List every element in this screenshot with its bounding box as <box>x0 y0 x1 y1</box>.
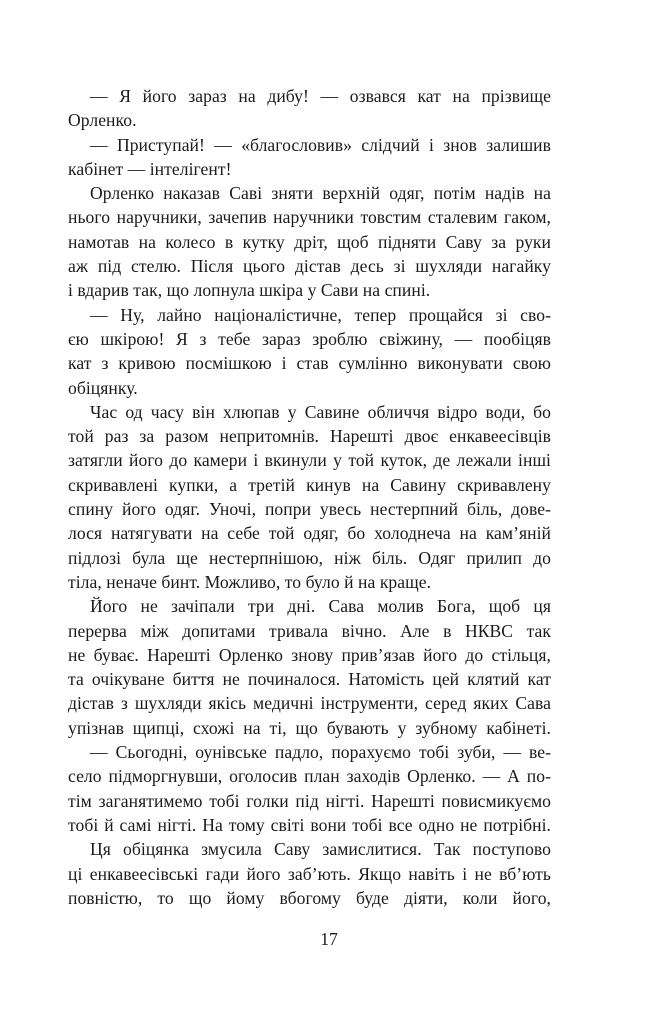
text-line: упізнав щипці, схожі на ті, що бувають у зубному кабінеті. <box>68 717 551 738</box>
text-line: спину його одяг. Уночі, попри увесь нестерпний біль, дове- <box>68 499 551 520</box>
text-line: єю шкірою! Я з тебе зараз зроблю свіжину, — пообіцяв <box>68 328 551 349</box>
text-line: тім заганятимемо тобі голки під нігті. Нарешті повисмикуємо <box>68 790 551 811</box>
text-line: село підморгнувши, оголосив план заходів Орленко. — А по- <box>68 766 551 787</box>
text-line: нього наручники, зачепив наручники товстим сталевим гаком, <box>68 207 551 228</box>
text-line: підлозі була ще нестерпнішою, ніж біль. Одяг прилип до <box>68 547 551 568</box>
text-line: той раз за разом непритомнів. Нарешті двоє енкавеесівців <box>68 426 551 447</box>
text-line: обіцянку. <box>68 377 138 398</box>
paragraph <box>68 594 551 740</box>
page-number: 17 <box>320 929 338 949</box>
text-line: Ця обіцянка змусила Саву замислитися. Так поступово <box>90 839 551 860</box>
paragraph <box>68 837 551 910</box>
text-line: аж під стелю. Після цього дістав десь зі шухляди нагайку <box>68 256 551 277</box>
paragraph <box>68 84 551 133</box>
paragraph <box>68 740 551 837</box>
text-line: лося натягувати на себе той одяг, бо холоднеча на кам’яній <box>68 523 551 544</box>
paragraph <box>68 181 551 302</box>
text-line: тобі й самі нігті. На тому світі вони тобі все одно не потрібні. <box>68 814 551 835</box>
text-line: Його не зачіпали три дні. Сава молив Бога, щоб ця <box>90 596 551 617</box>
text-line: — Сьогодні, оунівське падло, порахуємо тобі зуби, — ве- <box>90 742 551 763</box>
text-line: тіла, неначе бинт. Можливо, то було й на краще. <box>68 571 432 592</box>
text-line: кат з кривою посмішкою і став сумлінно виконувати свою <box>68 353 551 374</box>
text-line: — Ну, лайно націоналістичне, тепер прощайся зі сво- <box>90 304 551 325</box>
text-line: — Я його зараз на дибу! — озвався кат на прізвище <box>90 86 551 106</box>
paragraph <box>68 133 551 182</box>
text-line: затягли його до камери і вкинули у той куток, де лежали інші <box>68 450 551 471</box>
text-line: повністю, то що йому вбогому буде діяти, коли його, <box>68 887 551 908</box>
paragraph <box>68 400 551 594</box>
text-line: та очікуване биття не починалося. Натомість цей клятий кат <box>68 669 551 690</box>
text-line: кабінет — інтелігент! <box>68 158 232 179</box>
body-text <box>68 84 551 910</box>
paragraph <box>68 303 551 400</box>
text-line: Час од часу він хлюпав у Савине обличчя відро води, бо <box>90 401 551 422</box>
text-line: скривавлені купки, а третій кинув на Савину скривавлену <box>68 474 551 495</box>
text-line: дістав з шухляди якісь медичні інструменти, серед яких Сава <box>68 693 551 714</box>
text-line: не буває. Нарешті Орленко знову прив’язав його до стільця, <box>68 644 551 665</box>
text-line: перерва між допитами тривала вічно. Але в НКВС так <box>68 620 551 641</box>
text-line: намотав на колесо в кутку дріт, щоб підняти Саву за руки <box>68 231 551 252</box>
text-line: ці енкавеесівські гади його заб’ють. Якщо навіть і не вб’ють <box>68 863 551 884</box>
text-line: Орленко наказав Саві зняти верхній одяг, потім надів на <box>90 183 551 204</box>
text-line: — Приступай! — «благословив» слідчий і знов залишив <box>90 134 551 155</box>
text-line: Орленко. <box>68 110 137 131</box>
text-line: і вдарив так, що лопнула шкіра у Сави на спині. <box>68 280 431 301</box>
